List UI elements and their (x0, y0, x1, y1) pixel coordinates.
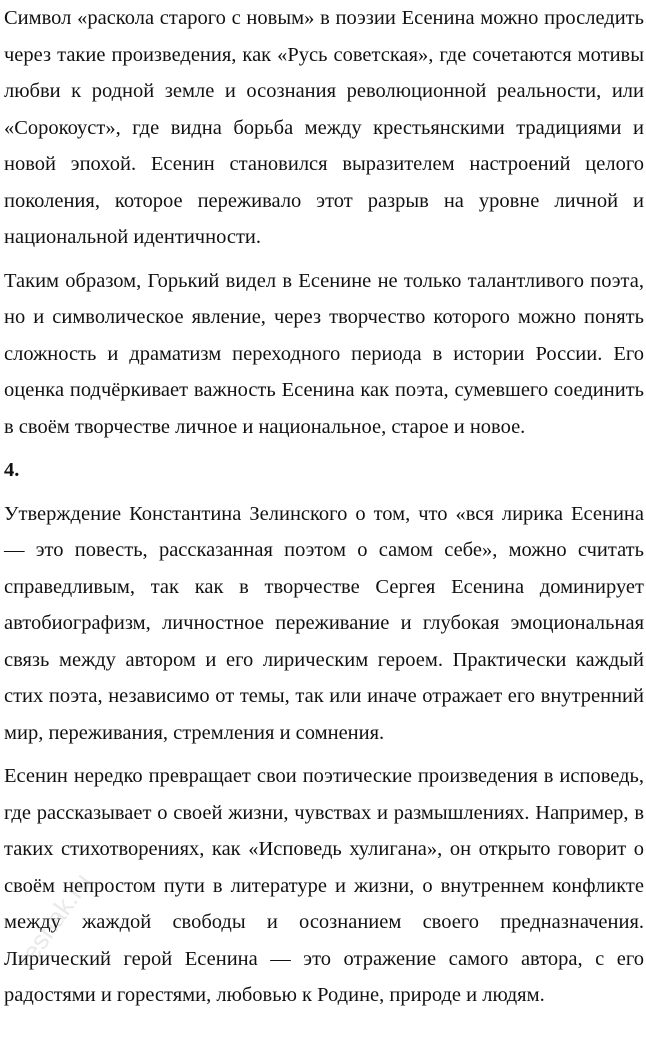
paragraph-gorky-conclusion: Таким образом, Горький видел в Есенине не только талантливого поэта, но и символическое явление, через творчество которого можно понять сложность и драматизм переходного периода в истории России. Его оценка подчёркивает важность Есенина как поэта, сумевшего соединить в своём творчестве личное и национальное, старое и новое. (4, 269, 644, 438)
paragraph-raskol: Символ «раскола старого с новым» в поэзии Есенина можно проследить через такие произведения, как «Русь советская», где сочетаются мотивы любви к родной земле и осознания революционной реальности, или «Сорокоуст», где видна борьба между крестьянскими традициями и новой эпохой. Есенин становился выразителем настроений целого поколения, которое переживало этот разрыв на уровне личной и национальной идентичности. (4, 7, 644, 248)
document-page (4, 0, 644, 1014)
watermark-text: reshak.ru (10, 867, 98, 974)
paragraph-zelinsky: Утверждение Константина Зелинского о том, что «вся лирика Есенина — это повесть, рассказанная поэтом о самом себе», можно считать справедливым, так как в творчестве Сергея Есенина доминирует автобиографизм, личностное переживание и глубокая эмоциональная связь между автором и его лирическим героем. Практически каждый стих поэта, независимо от темы, так или иначе отражает его внутренний мир, переживания, стремления и сомнения. (4, 502, 644, 744)
paragraph-confession: Есенин нередко превращает свои поэтические произведения в исповедь, где рассказывает о своей жизни, чувствах и размышлениях. Например, в таких стихотворениях, как «Исповедь хулигана», он открыто говорит о своём непростом пути в литературе и жизни, о внутреннем конфликте между жаждой свободы и осознанием своего предназначения. Лирический герой Есенина — это отражение самого автора, с его радостями и горестями, любовью к Родине, природе и людям. (4, 765, 644, 1006)
section-number: 4. (4, 459, 20, 481)
